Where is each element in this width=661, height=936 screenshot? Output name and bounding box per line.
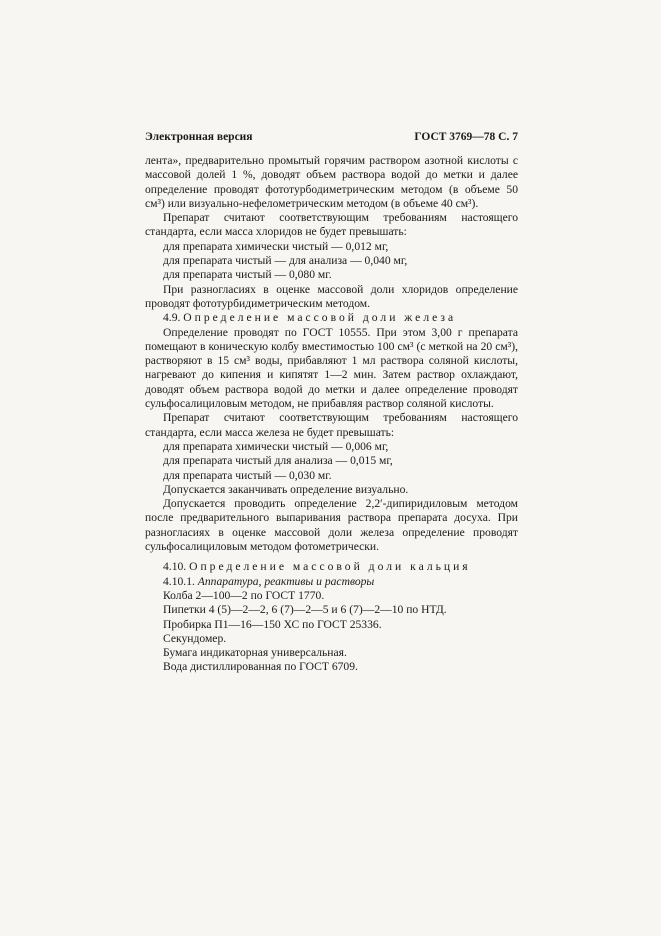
section-heading-iron bbox=[145, 311, 518, 325]
section-title: Определение массовой доли железа bbox=[183, 311, 457, 325]
list-item: Секундомер. bbox=[163, 631, 227, 645]
subsection-heading bbox=[145, 575, 518, 589]
list-item: Колба 2—100—2 по ГОСТ 1770. bbox=[163, 588, 325, 602]
section-number: 4.9. bbox=[163, 311, 181, 325]
paragraph: Допускается проводить определение 2,2′-дипиридиловым методом после предварительного выпаривания раствора препарата досуха. При разногласиях в оценке массовой доли железа определение проводят сульфосалициловым методом фотометрически. bbox=[145, 497, 518, 554]
list-item: для препарата чистый — 0,030 мг. bbox=[163, 468, 332, 482]
paragraph: Препарат считают соответствующим требованиям настоящего стандарта, если масса железа не будет превышать: bbox=[145, 411, 518, 439]
subsection-number: 4.10.1. bbox=[163, 574, 195, 588]
subsection-title: Аппаратура, реактивы и растворы bbox=[197, 574, 375, 588]
list-item: для препарата чистый для анализа — 0,015 мг, bbox=[163, 454, 393, 468]
section-number: 4.10. bbox=[163, 560, 187, 574]
list-item: для препарата чистый — 0,080 мг. bbox=[163, 268, 332, 282]
paragraph: При разногласиях в оценке массовой доли хлоридов определение проводят фототурбидиметрическим методом. bbox=[145, 282, 518, 310]
paragraph: лента», предварительно промытый горячим раствором азотной кислоты с массовой долей 1 %, доводят объем раствора водой до метки и далее определение проводят фототурбодиметрическим методом (в объеме 50 см³) или визуально-нефелометрическим методом (в объеме 40 см³). bbox=[145, 154, 518, 210]
list-item: для препарата химически чистый — 0,012 мг, bbox=[163, 239, 389, 253]
paragraph: Определение проводят по ГОСТ 10555. При этом 3,00 г препарата помещают в коническую колбу вместимостью 100 см³ (с меткой на 20 см³), растворяют в 15 см³ воды, прибавляют 1 мл раствора соляной кислоты, нагревают до кипения и кипятят 1—2 мин. Затем раствор охлаждают, доводят объем раствора водой до метки и далее определение проводят сульфосалициловым методом, не прибавляя раствор соляной кислоты. bbox=[145, 325, 518, 411]
section-heading-calcium bbox=[145, 560, 518, 574]
list-item: для препарата химически чистый — 0,006 мг, bbox=[163, 439, 389, 453]
document-body bbox=[145, 154, 518, 675]
list-item: Вода дистиллированная по ГОСТ 6709. bbox=[163, 660, 358, 674]
header-edition-label: Электронная версия bbox=[145, 131, 253, 143]
paragraph: Препарат считают соответствующим требованиям настоящего стандарта, если масса хлоридов не будет превышать: bbox=[145, 211, 518, 239]
list-item: Пробирка П1—16—150 ХС по ГОСТ 25336. bbox=[163, 617, 382, 631]
paragraph: Допускается заканчивать определение визуально. bbox=[163, 482, 409, 496]
list-item: Пипетки 4 (5)—2—2, 6 (7)—2—5 и 6 (7)—2—10 по НТД. bbox=[163, 603, 447, 617]
list-item: для препарата чистый — для анализа — 0,040 мг, bbox=[163, 254, 408, 268]
list-item: Бумага индикаторная универсальная. bbox=[163, 646, 347, 660]
section-title: Определение массовой доли кальция bbox=[189, 560, 471, 574]
header-standard-page: ГОСТ 3769—78 С. 7 bbox=[414, 131, 518, 143]
